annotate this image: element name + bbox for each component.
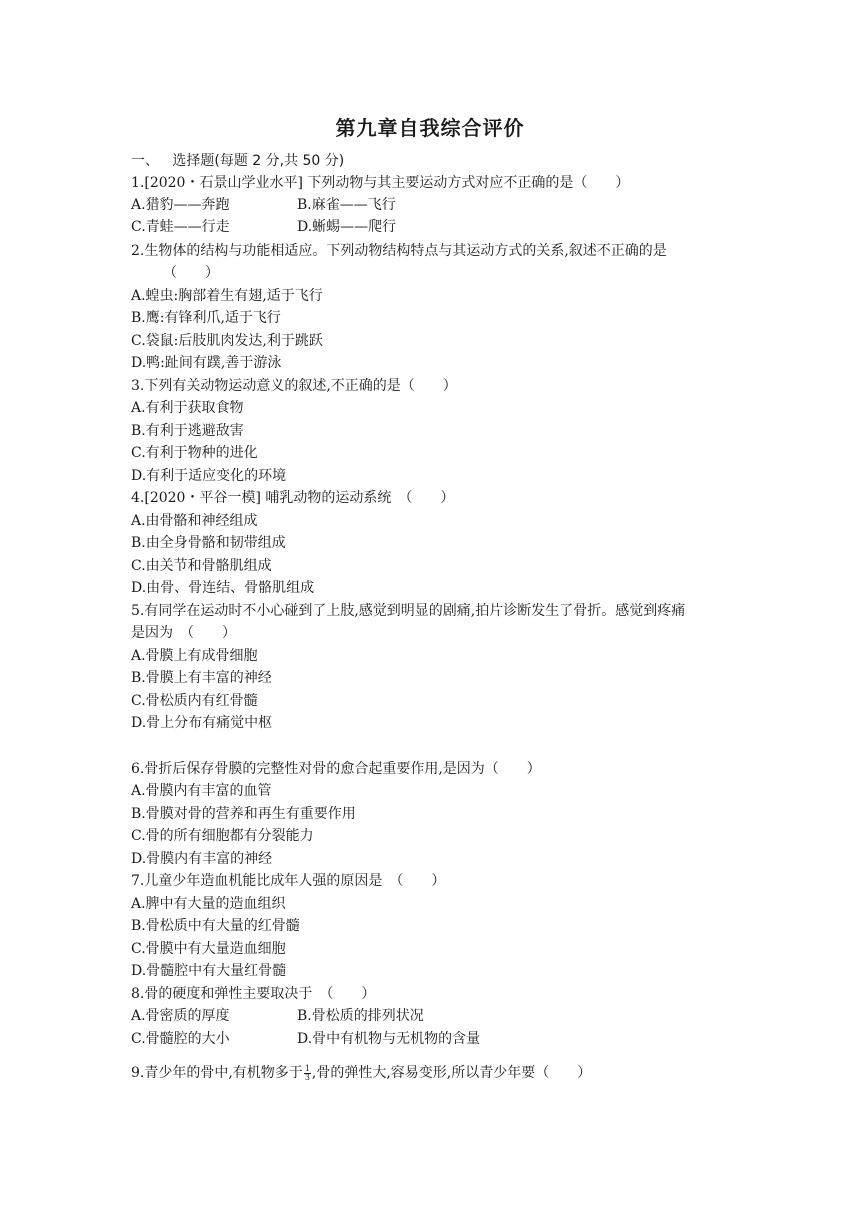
question-4-stem: [131, 487, 454, 509]
question-number: 1.: [131, 175, 145, 191]
fraction-numerator: 1: [304, 1063, 310, 1073]
option-a: A.由骨骼和神经组成: [131, 513, 258, 529]
question-7-stem: 7.儿童少年造血机能比成年人强的原因是 （ ）: [131, 873, 446, 889]
option-b: B.骨膜上有丰富的神经: [131, 670, 272, 686]
option-c: C.青蛙——行走: [131, 219, 230, 235]
option-b: B.骨松质中有大量的红骨髓: [131, 918, 300, 934]
option-a: A.蝗虫:胸部着生有翅,适于飞行: [131, 288, 323, 304]
section-label: 一、: [131, 153, 159, 169]
question-3-stem: 3.下列有关动物运动意义的叙述,不正确的是（ ）: [131, 378, 457, 394]
option-c: C.由关节和骨骼肌组成: [131, 558, 272, 574]
option-b: B.骨膜对骨的营养和再生有重要作用: [131, 806, 356, 822]
option-c: C.骨的所有细胞都有分裂能力: [131, 828, 314, 844]
question-2-stem: 2.生物体的结构与功能相适应。下列动物结构特点与其运动方式的关系,叙述不正确的是: [131, 243, 667, 259]
option-a: A.骨膜内有丰富的血管: [131, 783, 272, 799]
fraction: [304, 1065, 311, 1082]
question-text: 下列动物与其主要运动方式对应不正确的是（ ）: [307, 175, 630, 191]
option-b: B.麻雀——飞行: [297, 197, 396, 213]
option-d: D.骨膜内有丰富的神经: [131, 851, 273, 867]
question-source: [2020・平谷一模]: [144, 490, 261, 506]
option-b: B.骨松质的排列状况: [297, 1008, 424, 1024]
question-9-stem: [131, 1062, 591, 1084]
question-6-stem: 6.骨折后保存骨膜的完整性对骨的愈合起重要作用,是因为（ ）: [131, 761, 541, 777]
option-a: A.脾中有大量的造血组织: [131, 896, 286, 912]
option-a: A.猎豹——奔跑: [131, 197, 230, 213]
fraction-denominator: 3: [304, 1072, 310, 1082]
question-5-stem-line-1: 5.有同学在运动时不小心碰到了上肢,感觉到明显的剧痛,拍片诊断发生了骨折。感觉到疼痛: [131, 603, 686, 619]
question-source: [2020・石景山学业水平]: [144, 175, 303, 191]
answer-parenthesis: （ ）: [163, 265, 219, 281]
option-a: A.骨密质的厚度: [131, 1008, 230, 1024]
option-c: C.骨膜中有大量造血细胞: [131, 941, 286, 957]
question-number: 4.: [131, 490, 145, 506]
option-d: D.鸭:趾间有蹼,善于游泳: [131, 355, 282, 371]
option-b: B.有利于逃避敌害: [131, 423, 244, 439]
option-c: C.骨松质内有红骨髓: [131, 693, 258, 709]
option-c: C.有利于物种的进化: [131, 445, 258, 461]
section-text: 选择题(每题 2 分,共 50 分): [172, 153, 345, 169]
question-text-after: ,骨的弹性大,容易变形,所以青少年要（ ）: [311, 1065, 592, 1081]
section-heading: [131, 150, 344, 172]
page-title: 第九章自我综合评价: [335, 116, 525, 140]
option-b: B.鹰:有锋利爪,适于飞行: [131, 310, 281, 326]
option-d: D.蜥蜴——爬行: [297, 219, 397, 235]
option-d: D.由骨、骨连结、骨骼肌组成: [131, 580, 315, 596]
option-c: C.骨髓腔的大小: [131, 1031, 230, 1047]
question-1-stem: [131, 172, 629, 194]
option-d: D.骨中有机物与无机物的含量: [297, 1031, 481, 1047]
option-d: D.骨髓腔中有大量红骨髓: [131, 963, 287, 979]
option-c: C.袋鼠:后肢肌肉发达,利于跳跃: [131, 333, 323, 349]
question-5-stem-line-2: 是因为 （ ）: [131, 625, 236, 641]
question-text: 哺乳动物的运动系统 （ ）: [265, 490, 455, 506]
option-b: B.由全身骨骼和韧带组成: [131, 535, 286, 551]
option-d: D.骨上分布有痛觉中枢: [131, 715, 273, 731]
question-text-before: 9.青少年的骨中,有机物多于: [131, 1065, 303, 1081]
option-d: D.有利于适应变化的环境: [131, 468, 287, 484]
option-a: A.骨膜上有成骨细胞: [131, 648, 258, 664]
option-a: A.有利于获取食物: [131, 400, 244, 416]
question-8-stem: 8.骨的硬度和弹性主要取决于 （ ）: [131, 986, 376, 1002]
